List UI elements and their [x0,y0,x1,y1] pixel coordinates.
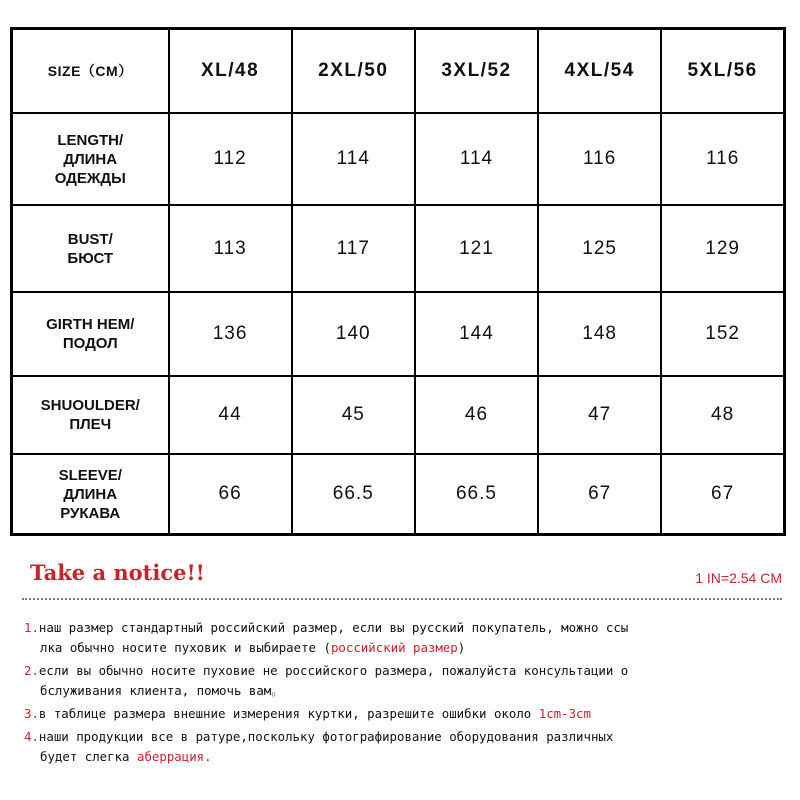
header-row [12,29,785,114]
table-row [12,113,785,205]
note-text: наш размер стандартный российский размер, если вы русский покупатель, можно ссы [38,620,629,635]
note-text: наши продукции все в ратуре,поскольку фотографирование оборудования различных [38,729,614,744]
note-continuation: бслуживания клиента, помочь вам。 [40,683,284,698]
table-row [12,205,785,292]
size-header-unit: （CM） [80,63,133,79]
dotted-divider [22,598,782,600]
table-cell: 46 [415,376,538,454]
row-label-line: SHUOULDER/ [40,397,140,414]
row-label-girth-hem [12,292,169,376]
table-cell: 136 [169,292,292,376]
table-cell: 67 [661,454,784,535]
size-column-header: 2XL/50 [292,29,415,114]
table-row [12,454,785,535]
row-label-line: BUST/ [67,230,113,248]
table-cell: 152 [661,292,784,376]
size-column-header: 3XL/52 [415,29,538,114]
note-item [24,727,786,767]
note-number: 3. [24,706,39,721]
table-cell: 112 [169,113,292,205]
table-cell: 117 [292,205,415,292]
note-text: ) [457,640,466,655]
notes-list [24,618,786,770]
table-cell: 67 [538,454,661,535]
table-cell: 129 [661,205,784,292]
row-label-line: ДЛИНА [63,150,118,168]
note-text: будет слегка [40,749,137,764]
note-text: если вы обычно носите пуховие не российского размера, пожалуйста консультации о [38,663,629,678]
size-column-header: XL/48 [169,29,292,114]
table-cell: 66.5 [292,454,415,535]
table-cell: 45 [292,376,415,454]
note-number: 1. [24,620,39,635]
table-cell: 148 [538,292,661,376]
table-cell: 44 [169,376,292,454]
table-row [12,376,785,454]
table-cell: 114 [415,113,538,205]
note-text: лка обычно носите пуховик и выбираете ( [40,640,331,655]
note-item [24,704,786,724]
note-item [24,618,786,658]
table-cell: 66.5 [415,454,538,535]
note-continuation [24,638,786,658]
table-cell: 66 [169,454,292,535]
note-number: 2. [24,663,39,678]
table-cell: 121 [415,205,538,292]
table-cell: 114 [292,113,415,205]
note-highlight: 1cm-3cm [538,706,591,721]
table-cell: 140 [292,292,415,376]
table-cell: 47 [538,376,661,454]
row-label-line: РУКАВА [60,504,121,522]
row-label-line: БЮСТ [67,249,114,267]
row-label-bust [12,205,169,292]
size-header-label: SIZE [47,63,81,79]
row-label-line: GIRTH HEM/ [46,316,135,333]
note-item [24,661,786,701]
row-label-line: ДЛИНА [63,485,118,503]
size-column-header: 4XL/54 [538,29,661,114]
size-chart-table [10,27,786,536]
row-label-line: ОДЕЖДЫ [54,169,126,187]
row-label-line: ПОДОЛ [62,335,118,352]
table-cell: 113 [169,205,292,292]
unit-conversion-note: 1 IN=2.54 CM [695,570,782,586]
size-column-header: 5XL/56 [661,29,784,114]
table-cell: 144 [415,292,538,376]
table-row [12,292,785,376]
table-cell: 116 [538,113,661,205]
note-text: в таблице размера внешние измерения куртки, разрешите ошибки около [38,706,539,721]
table-cell: 116 [661,113,784,205]
row-label-line: SLEEVE/ [58,466,122,484]
note-number: 4. [24,729,39,744]
note-highlight: аберрация. [136,749,212,764]
row-label-line: LENGTH/ [57,131,124,149]
notice-title: Take a notice!! [30,560,205,585]
row-label-shoulder [12,376,169,454]
note-highlight: российский размер [330,640,458,655]
row-label-length [12,113,169,205]
size-header-cell [12,29,169,114]
table-cell: 48 [661,376,784,454]
table-cell: 125 [538,205,661,292]
row-label-sleeve [12,454,169,535]
row-label-line: ПЛЕЧ [69,416,112,433]
note-continuation [24,747,786,767]
